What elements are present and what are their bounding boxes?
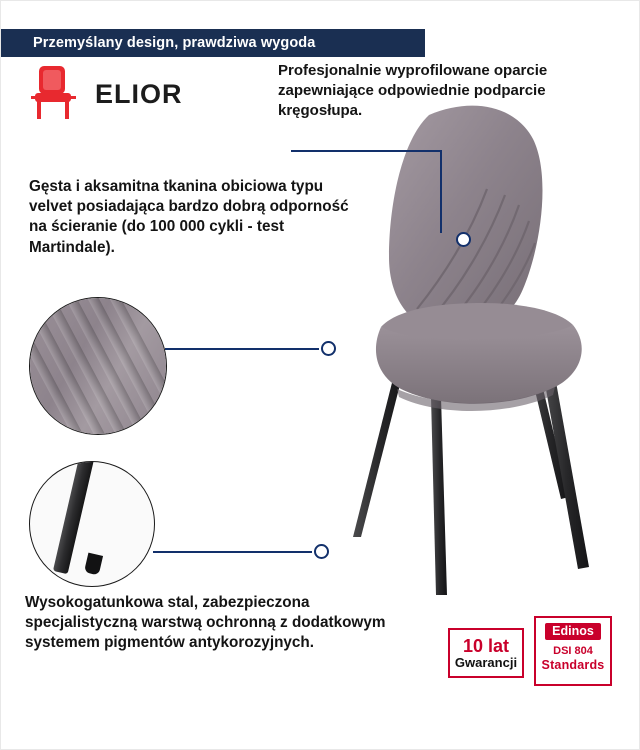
header-banner	[1, 29, 425, 57]
red-chair-icon	[29, 63, 85, 125]
edinos-standards-badge	[534, 616, 612, 686]
callout-text-steel: Wysokogatunkowa stal, zabezpieczona specjalistyczną warstwą ochronną z dodatkowym systemem pigmentów antykorozyjnych.	[25, 594, 386, 652]
brand-logo	[29, 63, 183, 125]
guarantee-years: 10 lat	[462, 635, 510, 656]
detail-zoom-leg	[29, 461, 155, 587]
guarantee-label: Gwarancji	[454, 654, 518, 670]
velvet-texture	[30, 298, 166, 434]
callout-text-backrest: Profesjonalnie wyprofilowane oparcie zapewniające odpowiednie podparcie kręgosłupa.	[278, 62, 548, 119]
edinos-name: Edinos	[545, 623, 601, 640]
detail-zoom-fabric	[29, 297, 167, 435]
callout-marker-backrest	[456, 232, 471, 247]
banner-title: Przemyślany design, prawdziwa wygoda	[33, 35, 316, 51]
chair-illustration	[301, 97, 631, 627]
callout-marker-fabric	[321, 341, 336, 356]
callout-text-fabric: Gęsta i aksamitna tkanina obiciowa typu velvet posiadająca bardzo dobrą odporność na ścieranie (do 100 000 cykli - test Martindale).	[29, 178, 349, 256]
edinos-code: DSI 804	[553, 645, 593, 657]
chair-leg-tip	[84, 553, 103, 576]
edinos-standard-label: Standards	[541, 658, 605, 672]
brand-name: ELIOR	[95, 78, 183, 109]
callout-marker-leg	[314, 544, 329, 559]
guarantee-badge	[448, 628, 524, 678]
